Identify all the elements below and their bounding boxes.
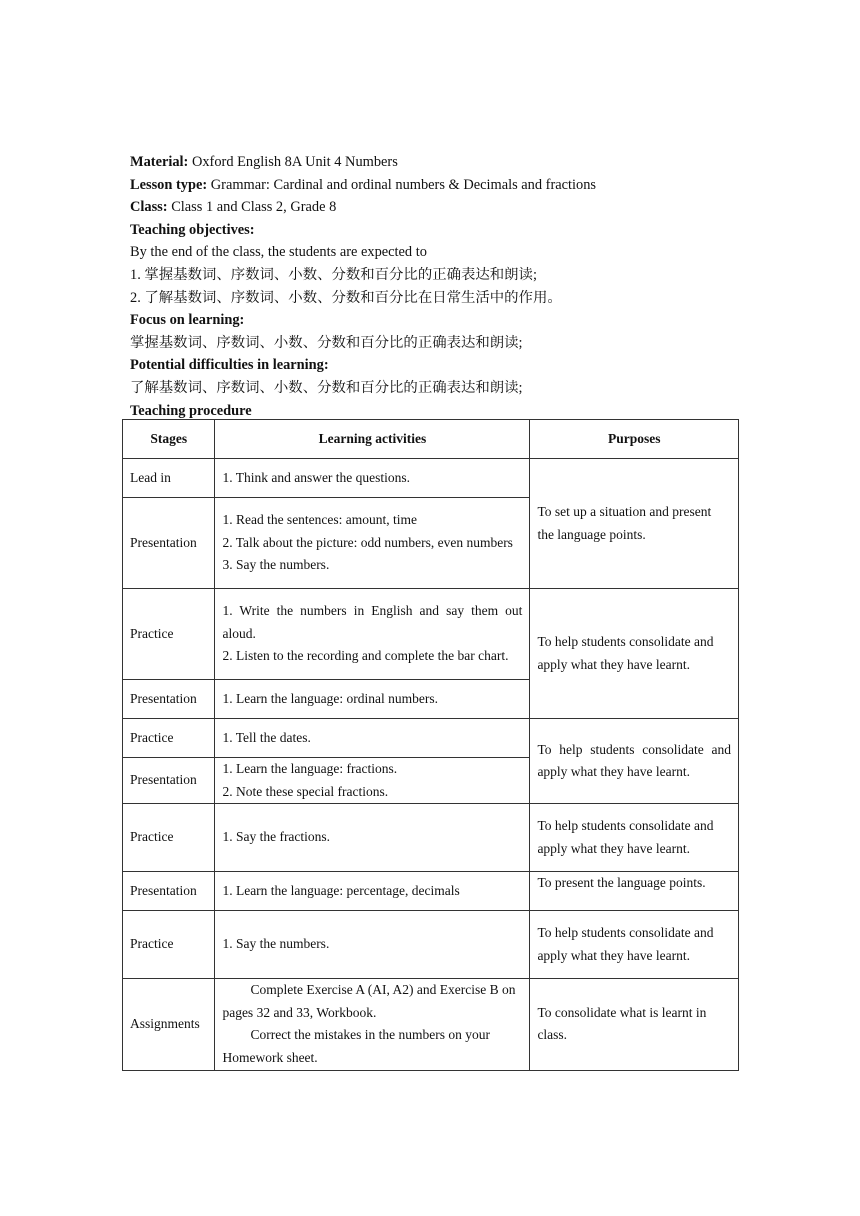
purpose-cell: To present the language points. — [530, 872, 739, 911]
focus-heading: Focus on learning: — [130, 312, 245, 329]
stage-cell: Presentation — [123, 758, 215, 804]
purpose-cell: To help students consolidate and apply what they have learnt. — [530, 911, 739, 979]
objective-1: 1. 掌握基数词、序数词、小数、分数和百分比的正确表达和朗读; — [130, 266, 537, 283]
stage-cell: Presentation — [123, 680, 215, 719]
teaching-procedure-table — [122, 419, 739, 1071]
activity-line: Complete Exercise A (AI, A2) and Exercise B on pages 32 and 33, Workbook. — [222, 982, 516, 1020]
lesson-header — [130, 151, 750, 422]
activity-line: Correct the mistakes in the numbers on your Homework sheet. — [222, 1027, 491, 1065]
stage-cell: Presentation — [123, 498, 215, 589]
activity-cell: 1. Say the numbers. — [215, 911, 530, 979]
activity-line: 2. Listen to the recording and complete the bar chart. — [222, 648, 509, 664]
table-row — [123, 804, 739, 872]
activity-cell: 1. Learn the language: ordinal numbers. — [215, 680, 530, 719]
table-row — [123, 459, 739, 498]
activity-line: 1. Write the numbers in English and say them out aloud. — [222, 603, 523, 641]
objectives-heading: Teaching objectives: — [130, 221, 255, 238]
table-row — [123, 719, 739, 758]
purpose-cell: To help students consolidate and apply what they have learnt. — [530, 589, 739, 719]
activity-line: 1. Read the sentences: amount, time — [222, 512, 418, 528]
difficulties-heading: Potential difficulties in learning: — [130, 357, 329, 374]
header-learning-activities: Learning activities — [215, 420, 530, 459]
material-line: Material: Oxford English 8A Unit 4 Numbers — [130, 154, 398, 170]
objective-2: 2. 了解基数词、序数词、小数、分数和百分比在日常生活中的作用。 — [130, 289, 562, 306]
difficulties-text: 了解基数词、序数词、小数、分数和百分比的正确表达和朗读; — [130, 379, 523, 396]
activity-cell: 1. Tell the dates. — [215, 719, 530, 758]
header-stages: Stages — [123, 420, 215, 459]
activity-line: 1. Learn the language: fractions. — [222, 761, 398, 776]
stage-cell: Practice — [123, 589, 215, 680]
stage-cell: Presentation — [123, 872, 215, 911]
lesson-type-line: Lesson type: Grammar: Cardinal and ordinal numbers & Decimals and fractions — [130, 176, 596, 193]
table-row — [123, 872, 739, 911]
activity-cell — [215, 589, 530, 680]
table-header-row — [123, 420, 739, 459]
activity-cell — [215, 758, 530, 804]
activity-cell — [215, 979, 530, 1070]
activity-line: 2. Note these special fractions. — [222, 783, 389, 799]
activity-cell: 1. Think and answer the questions. — [215, 459, 530, 498]
activity-line: 3. Say the numbers. — [222, 557, 330, 573]
table-row — [123, 589, 739, 680]
activity-cell — [215, 498, 530, 589]
purpose-cell: To help students consolidate and apply what they have learnt. — [530, 719, 739, 804]
stage-cell: Lead in — [123, 459, 215, 498]
purpose-cell: To help students consolidate and apply what they have learnt. — [530, 804, 739, 872]
purpose-cell: To consolidate what is learnt in class. — [530, 979, 739, 1070]
stage-cell: Assignments — [123, 979, 215, 1070]
table-row — [123, 979, 739, 1070]
activity-cell: 1. Learn the language: percentage, decimals — [215, 872, 530, 911]
class-line: Class: Class 1 and Class 2, Grade 8 — [130, 199, 337, 216]
stage-cell: Practice — [123, 719, 215, 758]
stage-cell: Practice — [123, 804, 215, 872]
purpose-cell: To set up a situation and present the language points. — [530, 459, 739, 589]
activity-cell: 1. Say the fractions. — [215, 804, 530, 872]
objectives-intro: By the end of the class, the students are expected to — [130, 244, 427, 261]
table-row — [123, 911, 739, 979]
procedure-heading: Teaching procedure — [130, 402, 252, 419]
stage-cell: Practice — [123, 911, 215, 979]
focus-text: 掌握基数词、序数词、小数、分数和百分比的正确表达和朗读; — [130, 334, 523, 351]
activity-line: 2. Talk about the picture: odd numbers, even numbers — [222, 534, 513, 550]
header-purposes: Purposes — [530, 420, 739, 459]
